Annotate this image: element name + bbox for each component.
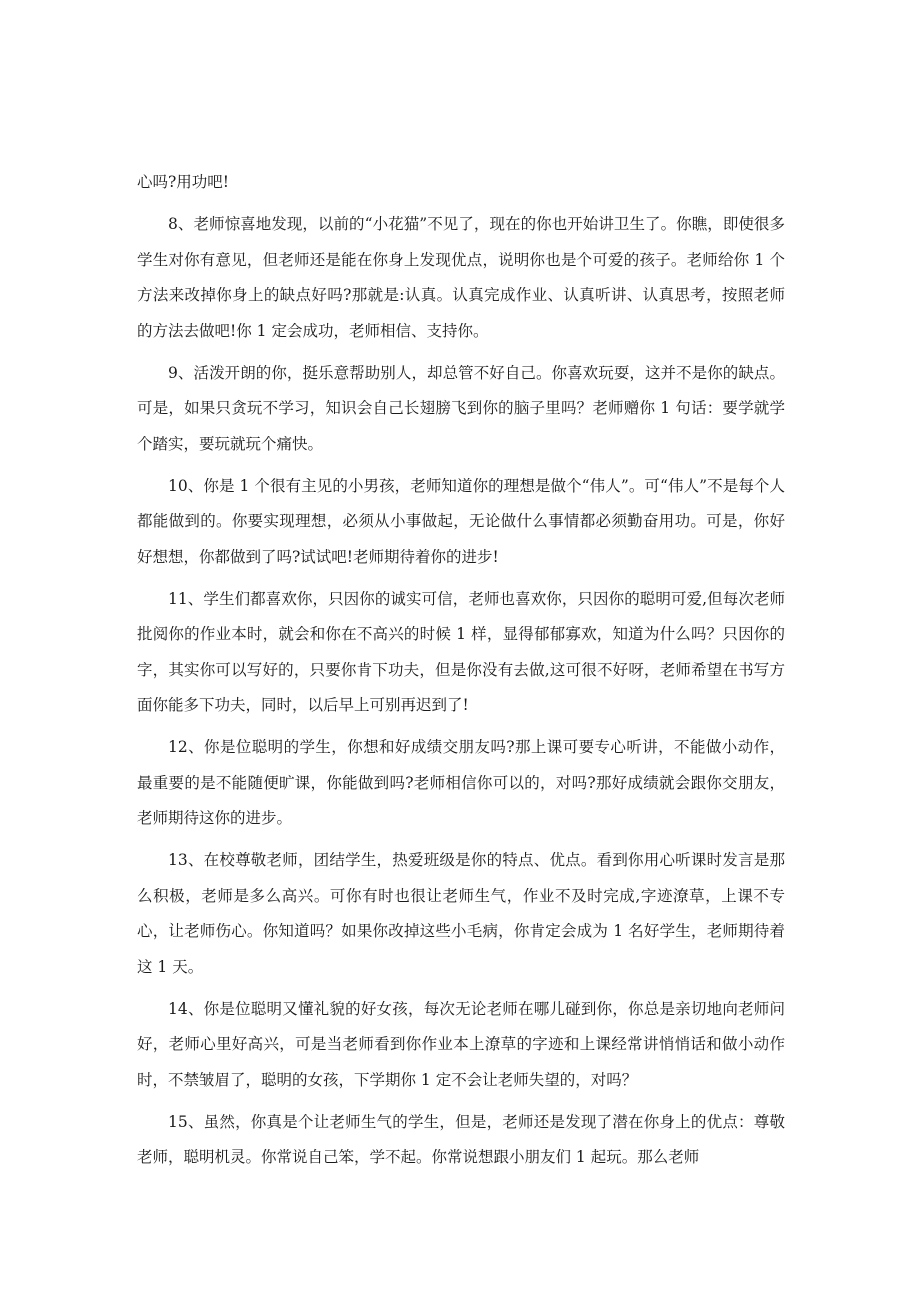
paragraph-continuation: 心吗?用功吧! [137, 173, 230, 191]
paragraph-15: 15、虽然，你真是个让老师生气的学生，但是，老师还是发现了潜在你身上的优点：尊敬老师，聪明机灵。你常说自己笨，学不起。你常说想跟小朋友们 1 起玩。那么老师 [137, 1112, 785, 1166]
paragraph-13: 13、在校尊敬老师，团结学生，热爱班级是你的特点、优点。看到你用心听课时发言是那么积极，老师是多么高兴。可你有时也很让老师生气，作业不及时完成,字迹潦草，上课不专心，让老师伤心。你知道吗？如果你改掉这些小毛病，你肯定会成为 1 名好学生，老师期待着这 1 天。 [137, 851, 785, 976]
paragraph-9: 9、活泼开朗的你，挺乐意帮助别人，却总管不好自己。你喜欢玩耍，这并不是你的缺点。可是，如果只贪玩不学习，知识会自己长翅膀飞到你的脑子里吗？老师赠你 1 句话：要学就学个踏实，要玩就玩个痛快。 [137, 363, 785, 453]
document-page [137, 165, 785, 1182]
paragraph-8: 8、老师惊喜地发现，以前的“小花猫”不见了，现在的你也开始讲卫生了。你瞧，即使很多学生对你有意见，但老师还是能在你身上发现优点，说明你也是个可爱的孩子。老师给你 1 个方法来改掉你身上的缺点好吗?那就是:认真。认真完成作业、认真听讲、认真思考，按照老师的方法去做吧!你 1 定会成功，老师相信、支持你。 [137, 215, 785, 340]
paragraph-12: 12、你是位聪明的学生，你想和好成绩交朋友吗?那上课可要专心听讲，不能做小动作，最重要的是不能随便旷课，你能做到吗?老师相信你可以的，对吗?那好成绩就会跟你交朋友，老师期待这你的进步。 [137, 738, 785, 827]
paragraph-10: 10、你是 1 个很有主见的小男孩，老师知道你的理想是做个“伟人”。可“伟人”不是每个人都能做到的。你要实现理想，必须从小事做起，无论做什么事情都必须勤奋用功。可是，你好好想想，你都做到了吗?试试吧!老师期待着你的进步! [137, 476, 785, 566]
paragraph-11: 11、学生们都喜欢你，只因你的诚实可信，老师也喜欢你，只因你的聪明可爱,但每次老师批阅你的作业本时，就会和你在不高兴的时候 1 样，显得郁郁寡欢，知道为什么吗？只因你的字，其实你可以写好的，只要你肯下功夫，但是你没有去做,这可很不好呀，老师希望在书写方面你能多下功夫，同时，以后早上可别再迟到了! [137, 589, 785, 714]
paragraph-14: 14、你是位聪明又懂礼貌的好女孩，每次无论老师在哪儿碰到你，你总是亲切地向老师问好，老师心里好高兴，可是当老师看到你作业本上潦草的字迹和上课经常讲悄悄话和做小动作时，不禁皱眉了，聪明的女孩，下学期你 1 定不会让老师失望的，对吗？ [137, 999, 785, 1089]
